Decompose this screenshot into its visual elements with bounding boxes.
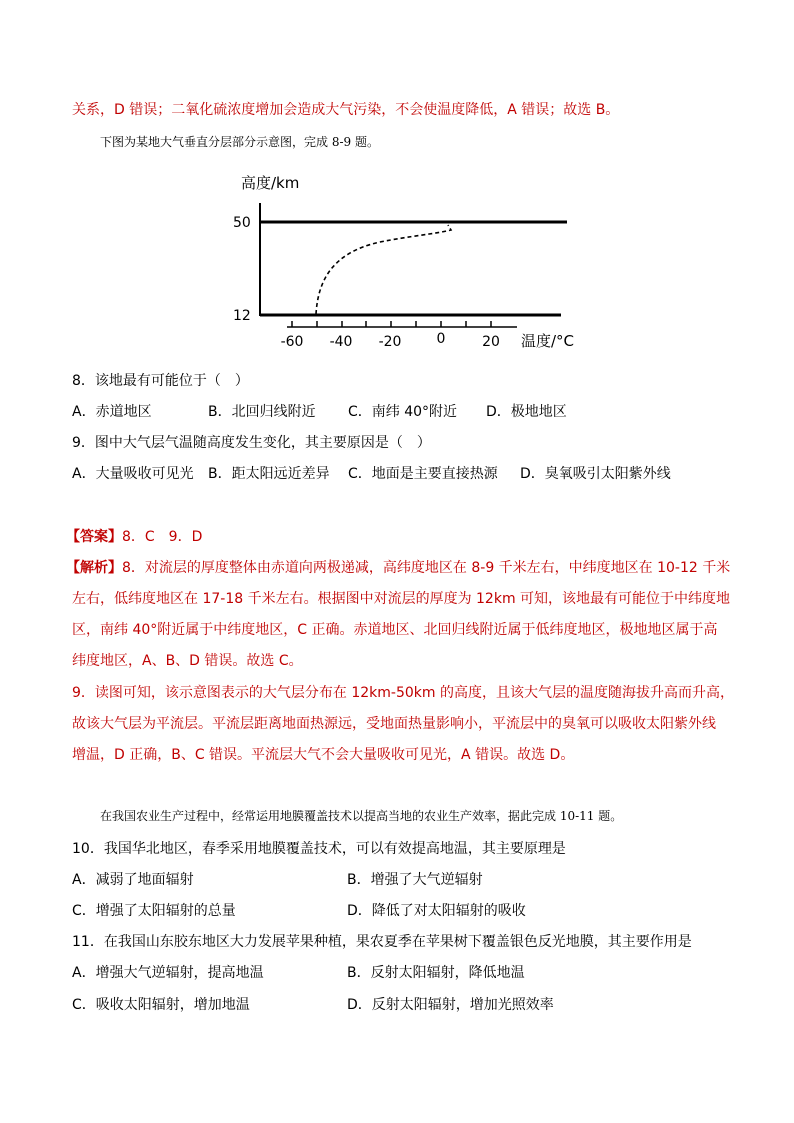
- analysis-text-1: 8．对流层的厚度整体由赤道向两极递减，高纬度地区在 8-9 千米左右，中纬度地区在 10-12 千米: [122, 560, 731, 576]
- x-axis-ticks: [292, 321, 491, 327]
- q9-option-d: D．臭氧吸引太阳紫外线: [520, 466, 671, 482]
- x-axis-label: 温度/°C: [521, 332, 575, 350]
- intro-q10-11: 在我国农业生产过程中，经常运用地膜覆盖技术以提高当地的农业生产效率，据此完成 10-11 题。: [100, 809, 623, 823]
- q11-option-c: C．吸收太阳辐射，增加地温: [72, 997, 250, 1013]
- y-axis-label: 高度/km: [241, 174, 300, 192]
- x-tick-20: 20: [482, 334, 500, 350]
- q11-stem: 11．在我国山东胶东地区大力发展苹果种植，果农夏季在苹果树下覆盖银色反光地膜，其主要作用是: [72, 934, 692, 950]
- y-tick-50: 50: [233, 215, 251, 231]
- q9-option-b: B．距太阳远近差异: [208, 466, 330, 482]
- analysis-line-4: 纬度地区，A、B、D 错误。故选 C。: [72, 653, 303, 669]
- q9-stem: 9．图中大气层气温随高度发生变化，其主要原因是（ ）: [72, 435, 431, 451]
- atmosphere-layer-diagram: [225, 168, 585, 353]
- x-tick--20: -20: [378, 334, 402, 350]
- q11-option-a: A．增强大气逆辐射，提高地温: [72, 965, 264, 981]
- q9-option-a: A．大量吸收可见光: [72, 466, 194, 482]
- intro-q8-9: 下图为某地大气垂直分层部分示意图，完成 8-9 题。: [100, 135, 379, 149]
- answer-tag: 【答案】: [66, 529, 122, 545]
- answer-text: 8．C 9．D: [122, 529, 203, 545]
- q10-option-d: D．降低了对太阳辐射的吸收: [347, 903, 526, 919]
- y-tick-12: 12: [233, 308, 251, 324]
- previous-explanation-end: 关系，D 错误；二氧化硫浓度增加会造成大气污染，不会使温度降低，A 错误；故选 B。: [72, 102, 620, 118]
- analysis-line-3: 区，南纬 40°附近属于中纬度地区，C 正确。赤道地区、北回归线附近属于低纬度地区，极地地区属于高: [72, 622, 718, 638]
- q11-option-d: D．反射太阳辐射，增加光照效率: [347, 997, 554, 1013]
- q10-stem: 10．我国华北地区，春季采用地膜覆盖技术，可以有效提高地温，其主要原理是: [72, 841, 566, 857]
- q9-option-c: C．地面是主要直接热源: [348, 466, 498, 482]
- analysis-line-2: 左右，低纬度地区在 17-18 千米左右。根据图中对流层的厚度为 12km 可知，该地最有可能位于中纬度地: [72, 591, 731, 607]
- q8-stem: 8．该地最有可能位于（ ）: [72, 373, 249, 389]
- answer-line: [66, 527, 202, 547]
- x-tick-0: 0: [436, 331, 446, 347]
- analysis-line-5: 9．读图可知，该示意图表示的大气层分布在 12km-50km 的高度，且该大气层的温度随海拔升高而升高，: [72, 685, 734, 701]
- x-tick--40: -40: [329, 334, 353, 350]
- analysis-line-1: [66, 558, 730, 578]
- analysis-line-6: 故该大气层为平流层。平流层距离地面热源远，受地面热量影响小，平流层中的臭氧可以吸收太阳紫外线: [72, 716, 716, 732]
- temperature-curve: [316, 225, 451, 314]
- analysis-line-7: 增温，D 正确，B、C 错误。平流层大气不会大量吸收可见光，A 错误。故选 D。: [72, 747, 575, 763]
- q8-option-d: D．极地地区: [486, 404, 567, 420]
- q10-option-b: B．增强了大气逆辐射: [347, 872, 483, 888]
- q8-option-b: B．北回归线附近: [208, 404, 316, 420]
- q11-option-b: B．反射太阳辐射，降低地温: [347, 965, 525, 981]
- q8-option-c: C．南纬 40°附近: [348, 404, 458, 420]
- x-tick--60: -60: [280, 334, 304, 350]
- analysis-tag: 【解析】: [66, 560, 122, 576]
- q10-option-a: A．减弱了地面辐射: [72, 872, 194, 888]
- q8-option-a: A．赤道地区: [72, 404, 152, 420]
- q10-option-c: C．增强了太阳辐射的总量: [72, 903, 236, 919]
